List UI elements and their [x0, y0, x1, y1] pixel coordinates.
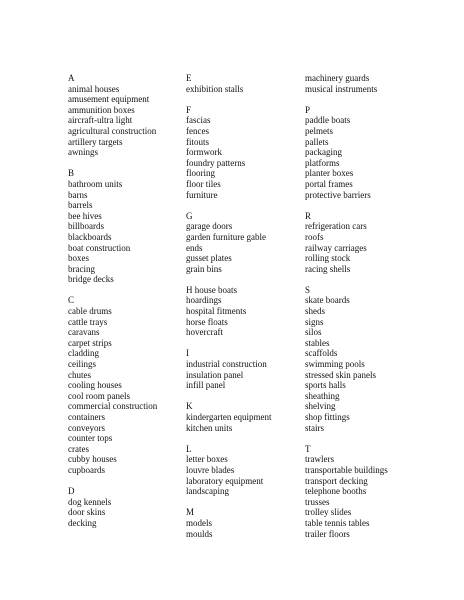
index-entry: table tennis tables [305, 517, 370, 528]
index-entry: door skins [68, 507, 106, 518]
index-entry: foundry patterns [186, 157, 246, 168]
section-letter-heading: G [186, 210, 193, 221]
section-letter-heading: K [186, 401, 193, 412]
index-entry: cattle trays [68, 316, 108, 327]
index-entry: protective barriers [305, 189, 371, 200]
index-entry: counter tops [68, 433, 113, 444]
index-section [305, 444, 388, 539]
index-entry: chutes [68, 369, 91, 380]
index-entry: skate boards [305, 295, 350, 306]
index-entry: infill panel [186, 380, 226, 391]
index-entry: pallets [305, 136, 329, 147]
index-entry: cable drums [68, 306, 112, 317]
section-letter-heading: A [68, 73, 75, 83]
index-section [305, 285, 388, 433]
index-section [186, 211, 272, 275]
index-entry: fitouts [186, 136, 210, 147]
index-section [68, 73, 157, 158]
index-section [186, 444, 272, 497]
index-section [186, 507, 272, 539]
section-letter-heading: R [305, 210, 312, 221]
index-entry: machinery guards [305, 73, 370, 83]
index-entry: cladding [68, 348, 99, 359]
index-section [305, 105, 388, 200]
index-entry: formwork [186, 147, 222, 158]
index-entry: stables [305, 337, 330, 348]
index-section [186, 348, 272, 390]
index-section [186, 401, 272, 433]
index-section [305, 211, 388, 275]
index-entry: ends [186, 242, 203, 253]
index-entry: transportable buildings [305, 464, 388, 475]
index-entry: hospital fitments [186, 306, 247, 317]
index-entry: shop fittings [305, 412, 350, 422]
index-entry: aircraft-ultra light [68, 115, 133, 126]
index-entry: trusses [305, 496, 330, 507]
index-entry: kindergarten equipment [186, 412, 272, 422]
index-entry: sheathing [305, 390, 340, 401]
index-entry: rolling stock [305, 253, 351, 264]
index-entry: grain bins [186, 263, 222, 274]
index-entry: stressed skin panels [305, 369, 376, 380]
index-entry: animal houses [68, 83, 120, 94]
index-entry: billboards [68, 221, 104, 232]
section-letter-heading: H house boats [186, 284, 237, 295]
section-letter-heading: L [186, 443, 192, 454]
section-letter-heading: D [68, 486, 75, 497]
index-entry: artillery targets [68, 136, 123, 147]
index-entry: containers [68, 412, 105, 422]
index-entry: ammunition boxes [68, 104, 135, 115]
index-entry: bee hives [68, 210, 102, 221]
index-entry: railway carriages [305, 242, 367, 253]
index-entry: hovercraft [186, 327, 223, 338]
index-entry: paddle boats [305, 115, 351, 126]
index-entry: landscaping [186, 486, 229, 497]
index-entry: barrels [68, 200, 93, 211]
index-entry: refrigeration cars [305, 221, 367, 232]
index-entry: planter boxes [305, 168, 354, 179]
section-letter-heading: I [186, 348, 189, 359]
index-entry: hoardings [186, 295, 222, 306]
index-entry: fences [186, 125, 209, 136]
index-entry: silos [305, 327, 322, 338]
index-section [186, 73, 272, 94]
index-entry: boat construction [68, 242, 131, 253]
index-entry: crates [68, 443, 89, 454]
index-entry: industrial construction [186, 359, 267, 370]
index-entry: awnings [68, 147, 98, 158]
index-entry: packaging [305, 147, 342, 158]
index-entry: cubby houses [68, 454, 117, 465]
index-entry: floor tiles [186, 178, 221, 189]
index-entry: barns [68, 189, 88, 200]
index-entry: caravans [68, 327, 100, 338]
index-entry: commercial construction [68, 401, 158, 412]
section-letter-heading: F [186, 104, 192, 115]
section-letter-heading: C [68, 295, 75, 306]
index-entry: amusement equipment [68, 94, 150, 105]
section-letter-heading: S [305, 284, 311, 295]
index-entry: blackboards [68, 231, 112, 242]
index-entry: conveyors [68, 422, 105, 433]
index-entry: ceilings [68, 359, 96, 370]
index-entry: garden furniture gable [186, 231, 266, 242]
index-entry: kitchen units [186, 422, 233, 433]
section-letter-heading: B [68, 168, 75, 179]
index-entry: sports halls [305, 380, 346, 391]
index-entry: louvre blades [186, 464, 235, 475]
index-entry: platforms [305, 157, 340, 168]
index-entry: signs [305, 316, 324, 327]
index-entry: furniture [186, 189, 218, 200]
index-entry: roofs [305, 231, 324, 242]
index-entry: laboratory equipment [186, 475, 264, 486]
index-entry: exhibition stalls [186, 83, 244, 94]
index-entry: trolley slides [305, 507, 352, 518]
index-entry: agricultural construction [68, 125, 157, 136]
index-entry: cupboards [68, 464, 105, 475]
index-entry: bathroom units [68, 178, 123, 189]
index-entry: decking [68, 517, 97, 528]
index-entry: gusset plates [186, 253, 232, 264]
index-entry: fascias [186, 115, 211, 126]
section-letter-heading: T [305, 443, 311, 454]
index-entry: trawlers [305, 454, 334, 465]
index-entry: insulation panel [186, 369, 244, 380]
index-section [305, 73, 388, 94]
index-column-1 [68, 73, 157, 539]
section-letter-heading: M [186, 507, 195, 518]
index-entry: moulds [186, 528, 213, 539]
index-entry: portal frames [305, 178, 353, 189]
index-entry: swimming pools [305, 359, 365, 370]
index-entry: telephone booths [305, 486, 367, 497]
index-entry: trailer floors [305, 528, 350, 539]
index-entry: stairs [305, 422, 324, 433]
index-entry: bracing [68, 263, 95, 274]
index-section [68, 295, 157, 475]
index-entry: letter boxes [186, 454, 228, 465]
index-entry: cooling houses [68, 380, 122, 391]
index-column-2 [186, 73, 272, 550]
index-entry: pelmets [305, 125, 333, 136]
index-entry: sheds [305, 306, 325, 317]
index-entry: flooring [186, 168, 215, 179]
index-entry: bridge decks [68, 274, 114, 285]
index-entry: dog kennels [68, 496, 112, 507]
index-section [68, 168, 157, 285]
index-section [68, 486, 157, 528]
index-entry: transport decking [305, 475, 368, 486]
index-entry: racing shells [305, 263, 351, 274]
section-letter-heading: P [305, 104, 311, 115]
index-column-3 [305, 73, 388, 550]
index-entry: cool room panels [68, 390, 130, 401]
index-entry: horse floats [186, 316, 228, 327]
index-entry: carpet strips [68, 337, 112, 348]
index-entry: boxes [68, 253, 89, 264]
section-letter-heading: E [186, 73, 192, 83]
index-entry: scaffolds [305, 348, 338, 359]
index-entry: shelving [305, 401, 336, 412]
index-entry: models [186, 517, 212, 528]
index-entry: musical instruments [305, 83, 378, 94]
index-section [186, 105, 272, 200]
index-entry: garage doors [186, 221, 233, 232]
index-section [186, 285, 272, 338]
